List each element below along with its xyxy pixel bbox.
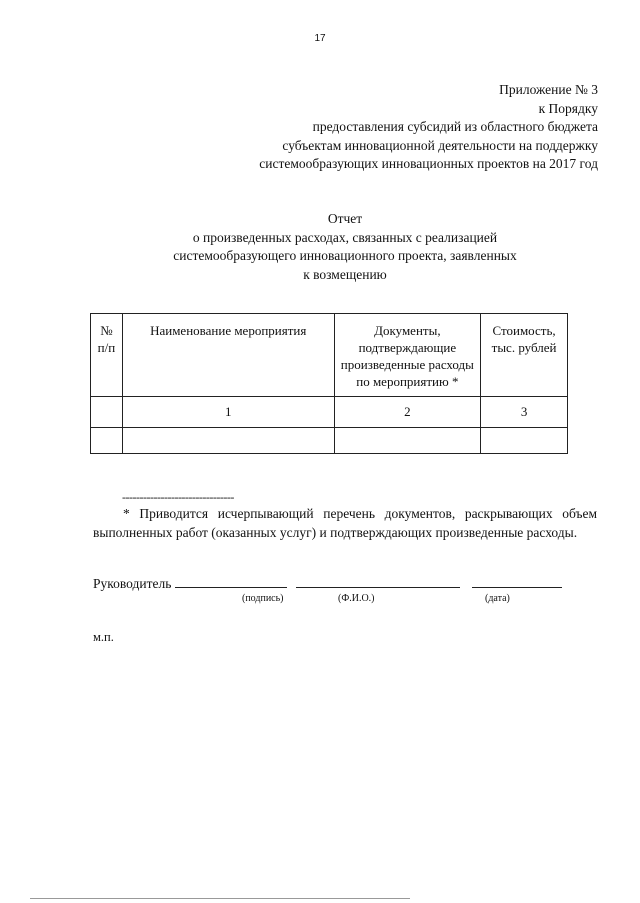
signature-line	[93, 573, 573, 592]
appendix-line: к Порядку	[538, 100, 598, 116]
table-cell: 1	[122, 397, 334, 428]
report-title-line: о произведенных расходах, связанных с реализацией	[192, 229, 498, 245]
table-cell	[481, 428, 568, 454]
caption-name: (Ф.И.О.)	[338, 593, 375, 604]
header-activity-name: Наименование мероприятия	[122, 314, 334, 397]
caption-signature: (подпись)	[242, 593, 284, 604]
header-documents: Документы, подтверждающие произведенные расходы по мероприятию *	[334, 314, 481, 397]
bottom-rule	[30, 898, 410, 899]
signature-label: Руководитель	[93, 576, 172, 591]
table-cell	[91, 397, 123, 428]
header-number: № п/п	[91, 314, 123, 397]
appendix-line: субъектам инновационной деятельности на поддержку	[282, 137, 598, 153]
report-title-line: к возмещению	[303, 266, 387, 282]
signature-blank	[175, 573, 287, 588]
page-number: 17	[314, 33, 326, 44]
table-cell: 3	[481, 397, 568, 428]
table-cell	[91, 428, 123, 454]
table-row	[91, 428, 568, 454]
table-cell: 2	[334, 397, 481, 428]
appendix-line: предоставления субсидий из областного бюджета	[312, 119, 598, 134]
name-blank	[296, 573, 460, 588]
report-title-line: Отчет	[327, 211, 363, 226]
appendix-block	[78, 81, 598, 174]
table-cell	[334, 428, 481, 454]
report-title-line: системообразующего инновационного проекта, заявленных	[173, 248, 517, 263]
stamp-placeholder: м.п.	[93, 630, 114, 644]
table-row	[91, 397, 568, 428]
caption-date: (дата)	[485, 593, 510, 604]
table-header-row	[91, 314, 568, 397]
header-cost: Стоимость, тыс. рублей	[481, 314, 568, 397]
table-cell	[122, 428, 334, 454]
expenses-table	[90, 313, 568, 454]
report-title	[95, 210, 595, 284]
footnote-separator: --------------------------------	[122, 490, 234, 504]
appendix-line: системообразующих инновационных проектов на 2017 год	[259, 156, 598, 171]
date-blank	[472, 573, 562, 588]
footnote-text: * Приводится исчерпывающий перечень документов, раскрывающих объем выполненных работ (оказанных услуг) и подтверждающих произведенные расходы.	[93, 506, 597, 540]
appendix-title: Приложение № 3	[499, 82, 598, 97]
